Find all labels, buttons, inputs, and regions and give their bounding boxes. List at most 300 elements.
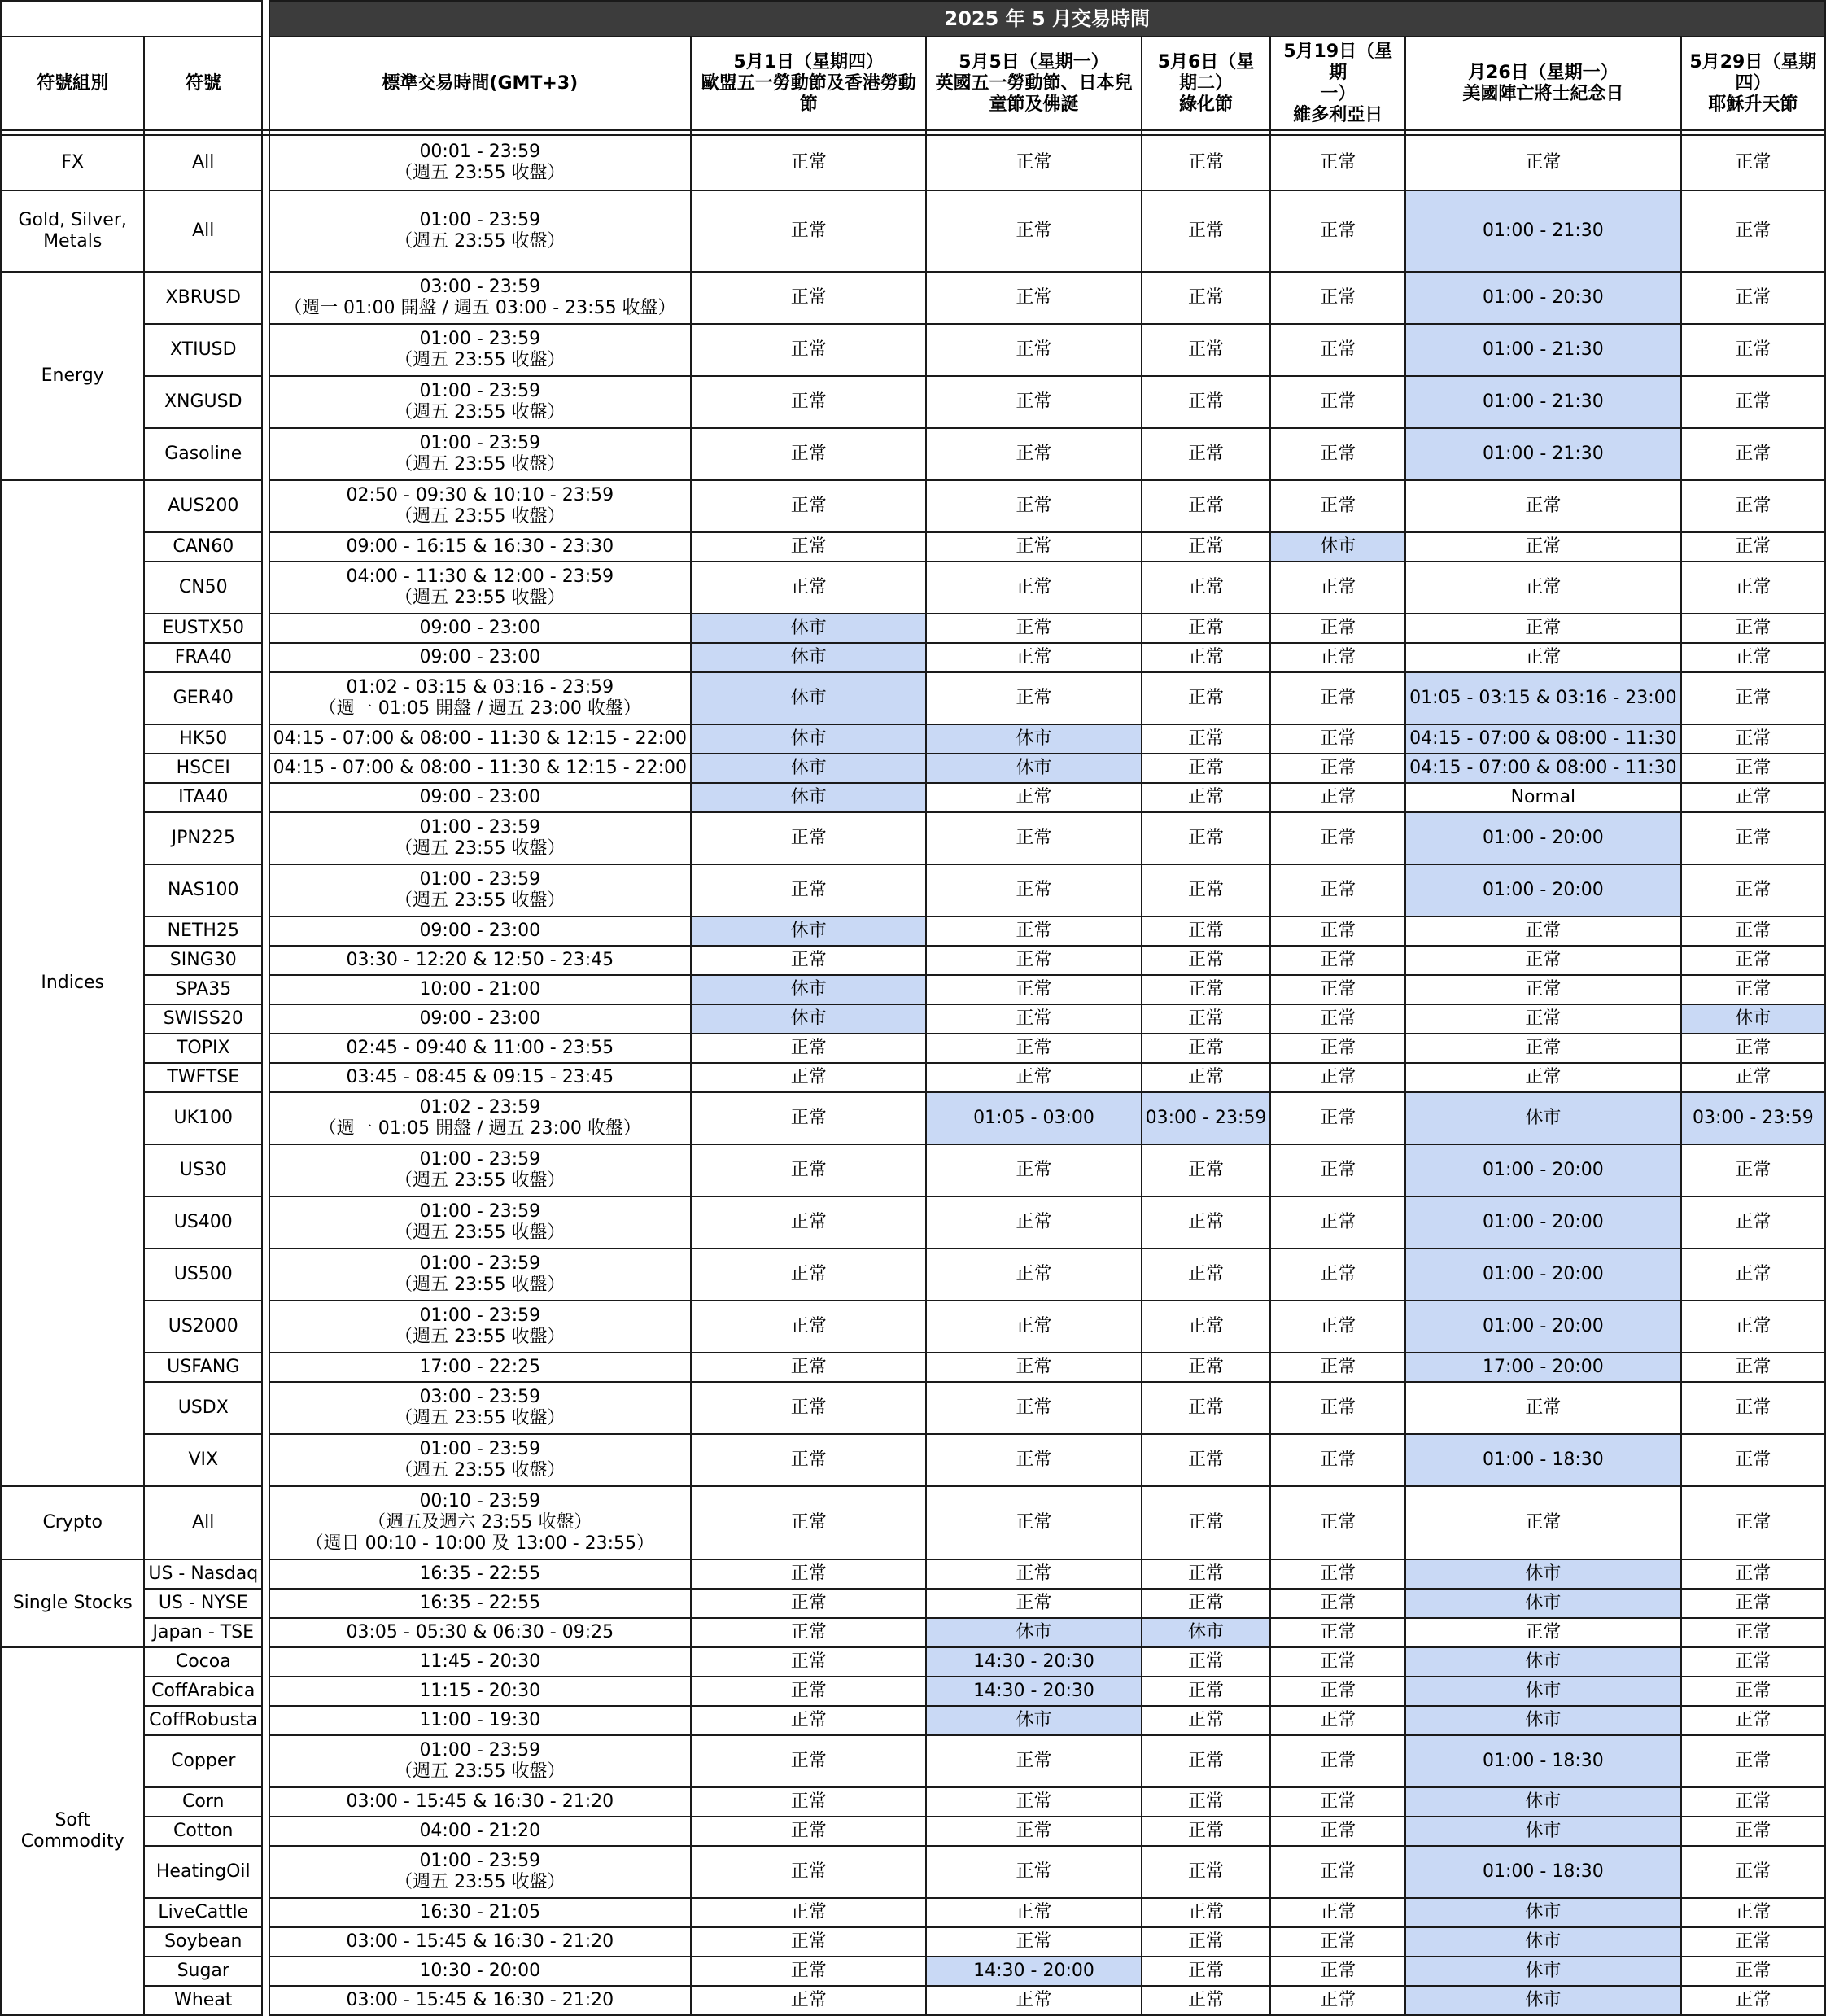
holiday-hours-cell: 正常 [1405, 975, 1681, 1004]
holiday-hours-cell: 正常 [926, 1486, 1141, 1559]
cell-line: （週五 23:55 收盤） [395, 838, 566, 859]
holiday-hours-cell: 正常 [691, 864, 926, 916]
holiday-hours-cell: 正常 [1142, 812, 1271, 864]
holiday-hours-cell: 正常 [926, 1144, 1141, 1196]
header-holiday-d6 [1681, 37, 1825, 130]
holiday-hours-cell: 正常 [1405, 532, 1681, 562]
spacer-cell [262, 1301, 269, 1353]
holiday-hours-cell: 正常 [1270, 1434, 1405, 1486]
holiday-hours-cell: 正常 [1405, 1034, 1681, 1063]
holiday-hours-cell: 正常 [1681, 1434, 1825, 1486]
holiday-hours-cell: 正常 [1681, 1647, 1825, 1677]
symbol-cell: SING30 [144, 946, 262, 975]
spacer-cell [262, 1144, 269, 1196]
standard-hours-cell [269, 1092, 691, 1144]
table-row [1, 272, 1825, 324]
holiday-hours-cell: 正常 [1681, 562, 1825, 614]
table-row [1, 1382, 1825, 1434]
cell-line: 04:00 - 21:20 [419, 1821, 541, 1841]
symbol-cell: USFANG [144, 1353, 262, 1382]
spacer-cell [262, 672, 269, 724]
symbol-cell: US400 [144, 1196, 262, 1249]
holiday-hours-cell: 正常 [1270, 1986, 1405, 2015]
table-row [1, 1063, 1825, 1092]
standard-hours-cell [269, 1004, 691, 1034]
holiday-hours-cell: 03:00 - 23:59 [1142, 1092, 1271, 1144]
holiday-hours-cell: 正常 [691, 480, 926, 532]
holiday-hours-cell: 正常 [926, 1589, 1141, 1618]
holiday-hours-cell: 正常 [691, 1589, 926, 1618]
holiday-hours-cell: 正常 [926, 614, 1141, 643]
holiday-hours-cell: 正常 [1681, 1846, 1825, 1898]
holiday-hours-cell: 正常 [1681, 480, 1825, 532]
holiday-hours-cell: 正常 [1681, 864, 1825, 916]
standard-hours-cell [269, 1618, 691, 1647]
holiday-hours-cell: 正常 [691, 1817, 926, 1846]
holiday-hours-cell: 正常 [1405, 1004, 1681, 1034]
holiday-hours-cell: 14:30 - 20:30 [926, 1677, 1141, 1706]
table-row [1, 1559, 1825, 1589]
standard-hours-cell [269, 272, 691, 324]
table-row [1, 1787, 1825, 1817]
holiday-hours-cell: 正常 [1142, 1249, 1271, 1301]
standard-hours-cell [269, 812, 691, 864]
cell-line: 04:00 - 11:30 & 12:00 - 23:59 [346, 566, 614, 587]
holiday-hours-cell: 03:00 - 23:59 [1681, 1092, 1825, 1144]
standard-hours-cell [269, 754, 691, 783]
cell-line: （週一 01:05 開盤 / 週五 23:00 收盤） [318, 1118, 641, 1139]
standard-hours-cell [269, 1434, 691, 1486]
holiday-hours-cell: 01:00 - 21:30 [1405, 324, 1681, 376]
standard-hours-cell [269, 864, 691, 916]
spacer-cell [262, 1647, 269, 1677]
spacer-cell [262, 1004, 269, 1034]
holiday-hours-cell: 正常 [1681, 1196, 1825, 1249]
spacer-cell [262, 190, 269, 272]
holiday-hours-cell: 01:00 - 20:00 [1405, 1196, 1681, 1249]
holiday-hours-cell: 正常 [1270, 975, 1405, 1004]
holiday-hours-cell: 正常 [1142, 1898, 1271, 1927]
holiday-hours-cell: 正常 [1405, 614, 1681, 643]
holiday-hours-cell: 正常 [926, 783, 1141, 812]
holiday-hours-cell: 正常 [1270, 1846, 1405, 1898]
standard-hours-cell [269, 1986, 691, 2015]
holiday-hours-cell: 正常 [1142, 1787, 1271, 1817]
symbol-cell: Soybean [144, 1927, 262, 1957]
holiday-hours-cell: 正常 [1142, 428, 1271, 480]
holiday-hours-cell: 正常 [1142, 272, 1271, 324]
holiday-hours-cell: 正常 [1681, 614, 1825, 643]
standard-hours-cell [269, 1589, 691, 1618]
spacer-cell [262, 643, 269, 672]
symbol-cell: NAS100 [144, 864, 262, 916]
symbol-cell: All [144, 135, 262, 190]
holiday-hours-cell: 正常 [1681, 1618, 1825, 1647]
cell-line: 09:00 - 23:00 [419, 647, 541, 667]
holiday-hours-cell: 正常 [1142, 532, 1271, 562]
symbol-cell: Sugar [144, 1957, 262, 1986]
table-row [1, 724, 1825, 754]
cell-line: 03:00 - 23:59 [419, 277, 541, 297]
holiday-hours-cell: 正常 [926, 1846, 1141, 1898]
cell-line: 09:00 - 23:00 [419, 787, 541, 807]
standard-hours-cell [269, 1353, 691, 1382]
holiday-hours-cell: 正常 [691, 1706, 926, 1735]
cell-line: 00:01 - 23:59 [419, 142, 541, 162]
symbol-cell: All [144, 1486, 262, 1559]
holiday-hours-cell: 正常 [1681, 1382, 1825, 1434]
holiday-hours-cell: 正常 [926, 643, 1141, 672]
symbol-cell: Cotton [144, 1817, 262, 1846]
holiday-hours-cell: 正常 [1270, 724, 1405, 754]
cell-line: 03:00 - 15:45 & 16:30 - 21:20 [346, 1791, 614, 1812]
holiday-hours-cell: 01:00 - 20:00 [1405, 1249, 1681, 1301]
standard-hours-cell [269, 672, 691, 724]
sheet-title: 2025 年 5 月交易時間 [269, 1, 1825, 37]
holiday-hours-cell: 正常 [1270, 916, 1405, 946]
holiday-hours-cell: 休市 [691, 783, 926, 812]
standard-hours-cell [269, 562, 691, 614]
holiday-hours-cell: 正常 [926, 1787, 1141, 1817]
table-row [1, 1353, 1825, 1382]
cell-line: 03:00 - 15:45 & 16:30 - 21:20 [346, 1990, 614, 2010]
standard-hours-cell [269, 480, 691, 532]
symbol-cell: HSCEI [144, 754, 262, 783]
holiday-hours-cell: 正常 [1142, 1559, 1271, 1589]
cell-line: 01:00 - 23:59 [419, 329, 541, 349]
holiday-hours-cell: 正常 [1142, 1957, 1271, 1986]
standard-hours-cell [269, 916, 691, 946]
cell-line: 5月6日（星 [1157, 51, 1255, 72]
symbol-cell: US - Nasdaq [144, 1559, 262, 1589]
cell-line: 03:05 - 05:30 & 06:30 - 09:25 [346, 1622, 614, 1642]
table-row [1, 1618, 1825, 1647]
holiday-hours-cell: 正常 [1142, 916, 1271, 946]
cell-line: 5月5日（星期一） [959, 51, 1109, 72]
holiday-hours-cell: 正常 [691, 1092, 926, 1144]
holiday-hours-cell: 正常 [691, 1898, 926, 1927]
holiday-hours-cell: 正常 [1405, 1063, 1681, 1092]
holiday-hours-cell: 正常 [1270, 1382, 1405, 1434]
symbol-cell: CN50 [144, 562, 262, 614]
symbol-cell: USDX [144, 1382, 262, 1434]
holiday-hours-cell: 正常 [1681, 1589, 1825, 1618]
holiday-hours-cell: 正常 [926, 864, 1141, 916]
spacer-cell [262, 562, 269, 614]
cell-line: （週五 23:55 收盤） [395, 588, 566, 608]
holiday-hours-cell: 正常 [926, 190, 1141, 272]
standard-hours-cell [269, 724, 691, 754]
cell-line: 01:00 - 23:59 [419, 433, 541, 453]
header-symbol: 符號 [144, 37, 262, 130]
header-holiday-d1 [691, 37, 926, 130]
spacer-cell [262, 1927, 269, 1957]
holiday-hours-cell: 正常 [1681, 376, 1825, 428]
standard-hours-cell [269, 614, 691, 643]
holiday-hours-cell: 正常 [691, 1144, 926, 1196]
holiday-hours-cell: 正常 [926, 1817, 1141, 1846]
holiday-hours-cell: 休市 [691, 614, 926, 643]
holiday-hours-cell: 正常 [926, 428, 1141, 480]
holiday-hours-cell: 正常 [691, 1647, 926, 1677]
symbol-cell: EUSTX50 [144, 614, 262, 643]
holiday-hours-cell: 正常 [691, 1434, 926, 1486]
cell-line: （週五 23:55 收盤） [395, 1761, 566, 1782]
table-row [1, 135, 1825, 190]
holiday-hours-cell: 正常 [1142, 724, 1271, 754]
cell-line: 16:35 - 22:55 [419, 1593, 541, 1613]
holiday-hours-cell: 正常 [1270, 1618, 1405, 1647]
holiday-hours-cell: 正常 [1142, 1706, 1271, 1735]
cell-line: 16:35 - 22:55 [419, 1563, 541, 1584]
holiday-hours-cell: 休市 [1405, 1559, 1681, 1589]
holiday-hours-cell: 正常 [691, 1063, 926, 1092]
holiday-hours-cell: 正常 [926, 532, 1141, 562]
holiday-hours-cell: 正常 [1142, 1589, 1271, 1618]
holiday-hours-cell: 正常 [1681, 1559, 1825, 1589]
symbol-cell: TWFTSE [144, 1063, 262, 1092]
cell-line: 03:00 - 15:45 & 16:30 - 21:20 [346, 1931, 614, 1952]
cell-line: 01:00 - 23:59 [419, 1201, 541, 1222]
symbol-cell: FRA40 [144, 643, 262, 672]
cell-line: （週五 23:55 收盤） [395, 402, 566, 422]
holiday-hours-cell: 正常 [1681, 1486, 1825, 1559]
holiday-hours-cell: 正常 [926, 562, 1141, 614]
holiday-hours-cell: 正常 [926, 946, 1141, 975]
holiday-hours-cell: 正常 [926, 135, 1141, 190]
holiday-hours-cell: 正常 [1270, 1589, 1405, 1618]
holiday-hours-cell: 正常 [1270, 376, 1405, 428]
holiday-hours-cell: 正常 [1142, 135, 1271, 190]
holiday-hours-cell: 休市 [926, 1706, 1141, 1735]
table-row [1, 428, 1825, 480]
holiday-hours-cell: 正常 [1142, 1677, 1271, 1706]
holiday-hours-cell: 正常 [1142, 1004, 1271, 1034]
symbol-cell: US - NYSE [144, 1589, 262, 1618]
holiday-hours-cell: 正常 [691, 1846, 926, 1898]
spacer-cell [262, 864, 269, 916]
holiday-hours-cell: 正常 [1142, 1353, 1271, 1382]
table-row [1, 1706, 1825, 1735]
cell-line: 04:15 - 07:00 & 08:00 - 11:30 & 12:15 - 22:00 [273, 758, 688, 778]
holiday-hours-cell: 正常 [1405, 916, 1681, 946]
standard-hours-cell [269, 1817, 691, 1846]
holiday-hours-cell: 正常 [691, 1957, 926, 1986]
spacer-cell [262, 1196, 269, 1249]
holiday-hours-cell: 正常 [1681, 946, 1825, 975]
cell-line: 綠化節 [1179, 94, 1234, 115]
holiday-hours-cell: 正常 [1142, 1301, 1271, 1353]
cell-line: 01:00 - 23:59 [419, 210, 541, 230]
holiday-hours-cell: 正常 [691, 946, 926, 975]
cell-line: （週五及週六 23:55 收盤） [368, 1512, 592, 1533]
symbol-cell: Corn [144, 1787, 262, 1817]
spacer-cell [262, 783, 269, 812]
holiday-hours-cell: 正常 [926, 1353, 1141, 1382]
cell-line: 01:00 - 23:59 [419, 869, 541, 890]
cell-line: 10:00 - 21:00 [419, 979, 541, 999]
cell-line: （週日 00:10 - 10:00 及 13:00 - 23:55） [305, 1533, 655, 1554]
holiday-hours-cell: 正常 [1405, 562, 1681, 614]
holiday-hours-cell: 休市 [691, 754, 926, 783]
holiday-hours-cell: 正常 [1270, 1898, 1405, 1927]
standard-hours-cell [269, 1559, 691, 1589]
symbol-group: Crypto [1, 1486, 144, 1559]
holiday-hours-cell: 01:00 - 20:00 [1405, 864, 1681, 916]
holiday-hours-cell: 休市 [691, 916, 926, 946]
table-row [1, 614, 1825, 643]
holiday-hours-cell: 休市 [691, 1004, 926, 1034]
cell-line: 期二） [1179, 72, 1234, 94]
symbol-cell: CoffArabica [144, 1677, 262, 1706]
cell-line: （週一 01:05 開盤 / 週五 23:00 收盤） [318, 698, 641, 719]
holiday-hours-cell: 正常 [691, 428, 926, 480]
standard-hours-cell [269, 1677, 691, 1706]
table-row [1, 1004, 1825, 1034]
holiday-hours-cell: 正常 [1270, 1092, 1405, 1144]
holiday-hours-cell: 正常 [691, 562, 926, 614]
holiday-hours-cell: 休市 [1142, 1618, 1271, 1647]
holiday-hours-cell: 正常 [1142, 1647, 1271, 1677]
cell-line: 01:00 - 23:59 [419, 817, 541, 837]
holiday-hours-cell: 04:15 - 07:00 & 08:00 - 11:30 [1405, 724, 1681, 754]
cell-line: （週五 23:55 收盤） [395, 231, 566, 251]
holiday-hours-cell: 正常 [1142, 946, 1271, 975]
cell-line: 歐盟五一勞動節及香港勞動節 [701, 72, 916, 115]
cell-line: （週五 23:55 收盤） [395, 1275, 566, 1295]
symbol-group: FX [1, 135, 144, 190]
holiday-hours-cell: 正常 [1142, 1434, 1271, 1486]
standard-hours-cell [269, 946, 691, 975]
table-row [1, 1677, 1825, 1706]
holiday-hours-cell: 休市 [926, 724, 1141, 754]
holiday-hours-cell: 正常 [1270, 1144, 1405, 1196]
table-row [1, 975, 1825, 1004]
cell-line: 09:00 - 23:00 [419, 618, 541, 638]
standard-hours-cell [269, 1898, 691, 1927]
symbol-cell: LiveCattle [144, 1898, 262, 1927]
holiday-hours-cell: 休市 [1405, 1817, 1681, 1846]
standard-hours-cell [269, 783, 691, 812]
holiday-hours-cell: 正常 [1270, 1249, 1405, 1301]
holiday-hours-cell: 正常 [926, 975, 1141, 1004]
holiday-hours-cell: 正常 [691, 324, 926, 376]
cell-line: （週五 23:55 收盤） [395, 506, 566, 527]
holiday-hours-cell: 01:00 - 20:00 [1405, 1301, 1681, 1353]
holiday-hours-cell: 正常 [926, 1927, 1141, 1957]
holiday-hours-cell: 正常 [1270, 643, 1405, 672]
standard-hours-cell [269, 324, 691, 376]
symbol-cell: XBRUSD [144, 272, 262, 324]
symbol-cell: HK50 [144, 724, 262, 754]
holiday-hours-cell: 正常 [1270, 1787, 1405, 1817]
holiday-hours-cell: 正常 [1681, 1898, 1825, 1927]
table-row [1, 812, 1825, 864]
cell-line: 01:02 - 23:59 [419, 1097, 541, 1117]
holiday-hours-cell: 正常 [1142, 1034, 1271, 1063]
holiday-hours-cell: 01:05 - 03:00 [926, 1092, 1141, 1144]
standard-hours-cell [269, 190, 691, 272]
holiday-hours-cell: 正常 [691, 1196, 926, 1249]
holiday-hours-cell: 正常 [691, 272, 926, 324]
holiday-hours-cell: 正常 [1142, 864, 1271, 916]
holiday-hours-cell: 正常 [1681, 1927, 1825, 1957]
holiday-hours-cell: 正常 [1142, 754, 1271, 783]
holiday-hours-cell: 休市 [1405, 1677, 1681, 1706]
cell-line: 童節及佛誕 [989, 94, 1079, 115]
cell-line: 02:50 - 09:30 & 10:10 - 23:59 [346, 485, 614, 505]
holiday-hours-cell: 正常 [1270, 1706, 1405, 1735]
holiday-hours-cell: 正常 [1270, 1927, 1405, 1957]
holiday-hours-cell: 正常 [1405, 643, 1681, 672]
table-row [1, 1196, 1825, 1249]
holiday-hours-cell: 正常 [691, 1986, 926, 2015]
holiday-hours-cell: 正常 [1142, 324, 1271, 376]
spacer-cell [262, 1846, 269, 1898]
holiday-hours-cell: 正常 [1142, 480, 1271, 532]
cell-line: （週五 23:55 收盤） [395, 350, 566, 370]
holiday-hours-cell: 正常 [1681, 1144, 1825, 1196]
holiday-hours-cell: 正常 [1270, 190, 1405, 272]
cell-line: 月26日（星期一） [1468, 62, 1618, 83]
table-row [1, 672, 1825, 724]
symbol-cell: NETH25 [144, 916, 262, 946]
holiday-hours-cell: 正常 [1270, 754, 1405, 783]
holiday-hours-cell: 正常 [926, 1735, 1141, 1787]
holiday-hours-cell: 正常 [1681, 532, 1825, 562]
holiday-hours-cell: 正常 [1681, 1986, 1825, 2015]
holiday-hours-cell: 正常 [1142, 1927, 1271, 1957]
holiday-hours-cell: 正常 [926, 1382, 1141, 1434]
holiday-hours-cell: 正常 [926, 1249, 1141, 1301]
holiday-hours-cell: 休市 [926, 754, 1141, 783]
holiday-hours-cell: 休市 [1681, 1004, 1825, 1034]
holiday-hours-cell: 正常 [1270, 864, 1405, 916]
header-holiday-d2 [926, 37, 1141, 130]
holiday-hours-cell: 正常 [1270, 324, 1405, 376]
header-spacer [262, 37, 269, 130]
holiday-hours-cell: 01:00 - 18:30 [1405, 1846, 1681, 1898]
standard-hours-cell [269, 135, 691, 190]
holiday-hours-cell: 休市 [1270, 532, 1405, 562]
holiday-hours-cell: 正常 [1270, 135, 1405, 190]
table-row [1, 916, 1825, 946]
cell-line: 5月1日（星期四） [733, 51, 885, 72]
spacer-cell [262, 812, 269, 864]
holiday-hours-cell: 正常 [691, 1301, 926, 1353]
table-row [1, 1589, 1825, 1618]
holiday-hours-cell: 正常 [926, 916, 1141, 946]
symbol-group: Energy [1, 272, 144, 480]
holiday-hours-cell: 正常 [1270, 1353, 1405, 1382]
cell-line: （週五 23:55 收盤） [395, 1460, 566, 1480]
symbol-cell: Copper [144, 1735, 262, 1787]
symbol-cell: UK100 [144, 1092, 262, 1144]
spacer-cell [262, 724, 269, 754]
holiday-hours-cell: 正常 [926, 480, 1141, 532]
holiday-hours-cell: 正常 [691, 1735, 926, 1787]
holiday-hours-cell: 正常 [1681, 1787, 1825, 1817]
header-standard-hours: 標準交易時間(GMT+3) [269, 37, 691, 130]
holiday-hours-cell: 正常 [926, 1196, 1141, 1249]
standard-hours-cell [269, 1735, 691, 1787]
spacer-cell [262, 1382, 269, 1434]
holiday-hours-cell: 正常 [1405, 946, 1681, 975]
standard-hours-cell [269, 376, 691, 428]
cell-line: 03:00 - 23:59 [419, 1387, 541, 1407]
table-row [1, 1301, 1825, 1353]
table-row [1, 1735, 1825, 1787]
